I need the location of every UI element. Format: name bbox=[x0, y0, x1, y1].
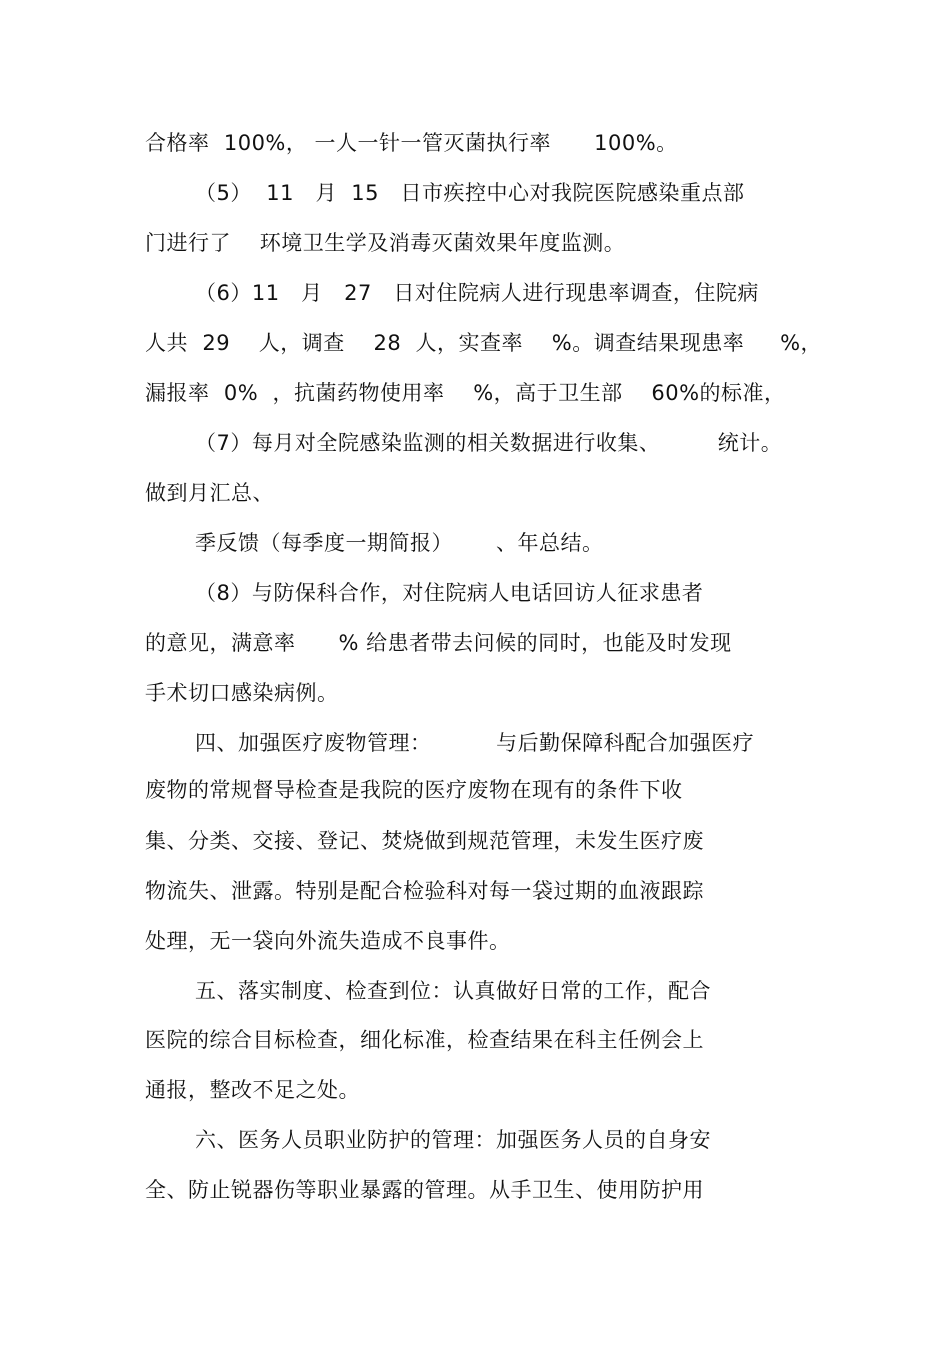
text-line-3: 门进行了 环境卫生学及消毒灭菌效果年度监测。 bbox=[145, 231, 626, 255]
text-line-20: 通报，整改不足之处。 bbox=[145, 1078, 360, 1102]
text-line-1: 合格率 100%， 一人一针一管灭菌执行率 100%。 bbox=[145, 131, 678, 155]
text-line-6: 漏报率 0% ，抗菌药物使用率 %，高于卫生部 60%的标准， bbox=[145, 381, 786, 405]
text-line-21: 六、医务人员职业防护的管理：加强医务人员的自身安 bbox=[195, 1128, 711, 1152]
text-line-8: 做到月汇总、 bbox=[145, 481, 274, 505]
text-line-15: 集、分类、交接、登记、焚烧做到规范管理，未发生医疗废 bbox=[145, 829, 704, 853]
text-line-18: 五、落实制度、检查到位：认真做好日常的工作，配合 bbox=[195, 979, 711, 1003]
text-line-13: 四、加强医疗废物管理： 与后勤保障科配合加强医疗 bbox=[195, 731, 755, 755]
text-line-10: （8）与防保科合作，对住院病人电话回访人征求患者 bbox=[195, 581, 704, 605]
text-line-7: （7）每月对全院感染监测的相关数据进行收集、 统计。 bbox=[195, 431, 783, 455]
text-line-16: 物流失、泄露。特别是配合检验科对每一袋过期的血液跟踪 bbox=[145, 879, 704, 903]
text-line-4: （6）11 月 27 日对住院病人进行现患率调查，住院病 bbox=[195, 281, 759, 305]
text-line-17: 处理，无一袋向外流失造成不良事件。 bbox=[145, 929, 511, 953]
text-line-19: 医院的综合目标检查，细化标准，检查结果在科主任例会上 bbox=[145, 1028, 704, 1052]
text-line-9: 季反馈（每季度一期简报） 、年总结。 bbox=[195, 531, 604, 555]
text-line-14: 废物的常规督导检查是我院的医疗废物在现有的条件下收 bbox=[145, 778, 683, 802]
text-line-2: （5） 11 月 15 日市疾控中心对我院医院感染重点部 bbox=[195, 181, 745, 205]
text-line-12: 手术切口感染病例。 bbox=[145, 681, 339, 705]
text-line-5: 人共 29 人，调查 28 人，实查率 %。调查结果现患率 %， bbox=[145, 331, 823, 355]
text-line-22: 全、防止锐器伤等职业暴露的管理。从手卫生、使用防护用 bbox=[145, 1178, 704, 1202]
text-line-11: 的意见，满意率 % 给患者带去问候的同时，也能及时发现 bbox=[145, 631, 732, 655]
